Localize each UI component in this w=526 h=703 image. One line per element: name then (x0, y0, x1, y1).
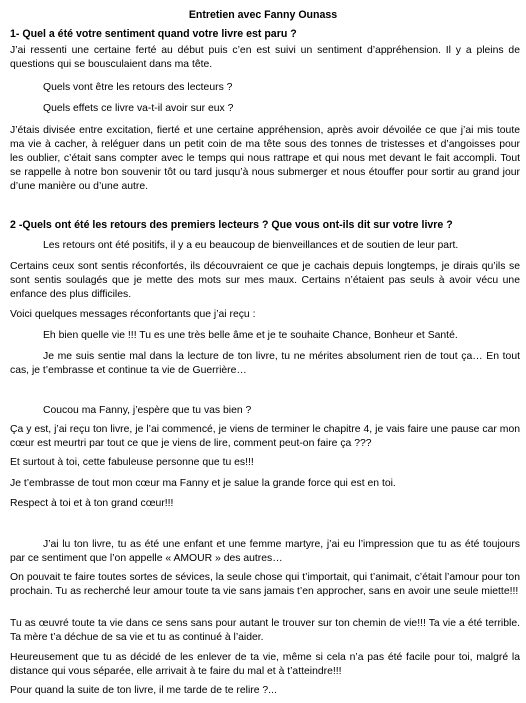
message-3-line-2: Ça y est, j’ai reçu ton livre, je l’ai commencé, je viens de terminer le chapitre 4, je vais faire une pause car mon cœur est meurtri par tout ce que je viens de lire, comment peut-on faire ça ??? (10, 424, 520, 449)
message-4-paragraph-1 (10, 538, 520, 566)
question-1: 1- Quel a été votre sentiment quand votre livre est paru ? (10, 28, 297, 40)
message-4-paragraph-2: On pouvait te faire toutes sortes de sévices, la seule chose qui t’importait, qui t’animait, c’était l’amour pour ton prochain. Tu as recherché leur amour toute ta vie sans jamais t’en approcher, sans en avoir une seule miette!!! (10, 572, 520, 597)
answer-1-question-a: Quels vont être les retours des lecteurs ? (43, 82, 233, 93)
answer-1-paragraph-2: J’étais divisée entre excitation, fierté et une certaine appréhension, après avoir dévoilée ce que j’ai mis toute ma vie à cacher, à reléguer dans un petit coin de ma tête sous des tonnes de tristesses et d’angoisses pour les oublier, c’était sans compter avec le temps qui nous rattrape et qui nous met devant le fait accompli. Tout se rappelle à notre bon souvenir tôt ou tard jusqu’à nous submerger et nous étouffer pour sortir au grand jour d’une manière ou d’une autre. (10, 125, 520, 192)
message-2 (10, 350, 520, 378)
message-3-line-4: Je t’embrasse de tout mon cœur ma Fanny et je salue la grande force qui est en toi. (10, 478, 396, 489)
message-4-paragraph-1-text: J’ai lu ton livre, tu as été une enfant et une femme martyre, j’ai eu l’impression que tu as été toujours par ce sentiment que l’on appelle « AMOUR » des autres… (10, 539, 520, 564)
message-4-paragraph-5: Pour quand la suite de ton livre, il me tarde de te relire ?... (10, 685, 277, 696)
message-3-greeting: Coucou ma Fanny, j’espère que tu vas bien ? (43, 405, 252, 416)
document-title: Entretien avec Fanny Ounass (188, 9, 338, 21)
answer-1-paragraph-1: J’ai ressenti une certaine ferté au début puis c’en est suivi un sentiment d’appréhension. Il y a pleins de questions qui se bousculaient dans ma tête. (10, 45, 520, 70)
message-4-paragraph-3: Tu as œuvré toute ta vie dans ce sens sans pour autant le trouver sur ton chemin de vie!!! Ta vie a été terrible. Ta mère t’a déchue de sa vie et tu as continué à l’aider. (10, 618, 520, 643)
message-3-line-5: Respect à toi et à ton grand cœur!!! (10, 498, 174, 509)
answer-2-paragraph-2: Certains ceux sont sentis réconfortés, ils découvraient ce que je cachais depuis longtemps, je dirais qu’ils se sont sentis soulagés que je mette des mots sur mes maux. Certains n’étaient pas seuls à avoir vécu une enfance des plus difficiles. (10, 261, 520, 300)
question-2: 2 -Quels ont été les retours des premiers lecteurs ? Que vous ont-ils dit sur votre livre ? (10, 219, 453, 231)
answer-2-paragraph-3: Voici quelques messages réconfortants que j’ai reçu : (10, 309, 256, 320)
message-4-paragraph-4: Heureusement que tu as décidé de les enlever de ta vie, même si cela n’a pas été facile pour toi, malgré la distance qui vous séparée, elle arrivait à te faire du mal et à t’atteindre!!! (10, 652, 520, 677)
message-3-line-3: Et surtout à toi, cette fabuleuse personne que tu es!!! (10, 457, 254, 468)
message-2-text: Je me suis sentie mal dans la lecture de ton livre, tu ne mérites absolument rien de tout ça… En tout cas, je t’embrasse et continue ta vie de Guerrière… (10, 351, 520, 376)
message-1: Eh bien quelle vie !!! Tu es une très belle âme et je te souhaite Chance, Bonheur et Santé. (43, 330, 458, 341)
answer-1-question-b: Quels effets ce livre va-t-il avoir sur eux ? (43, 103, 234, 114)
answer-2-paragraph-1: Les retours ont été positifs, il y a eu beaucoup de bienveillances et de soutien de leur part. (43, 240, 459, 251)
